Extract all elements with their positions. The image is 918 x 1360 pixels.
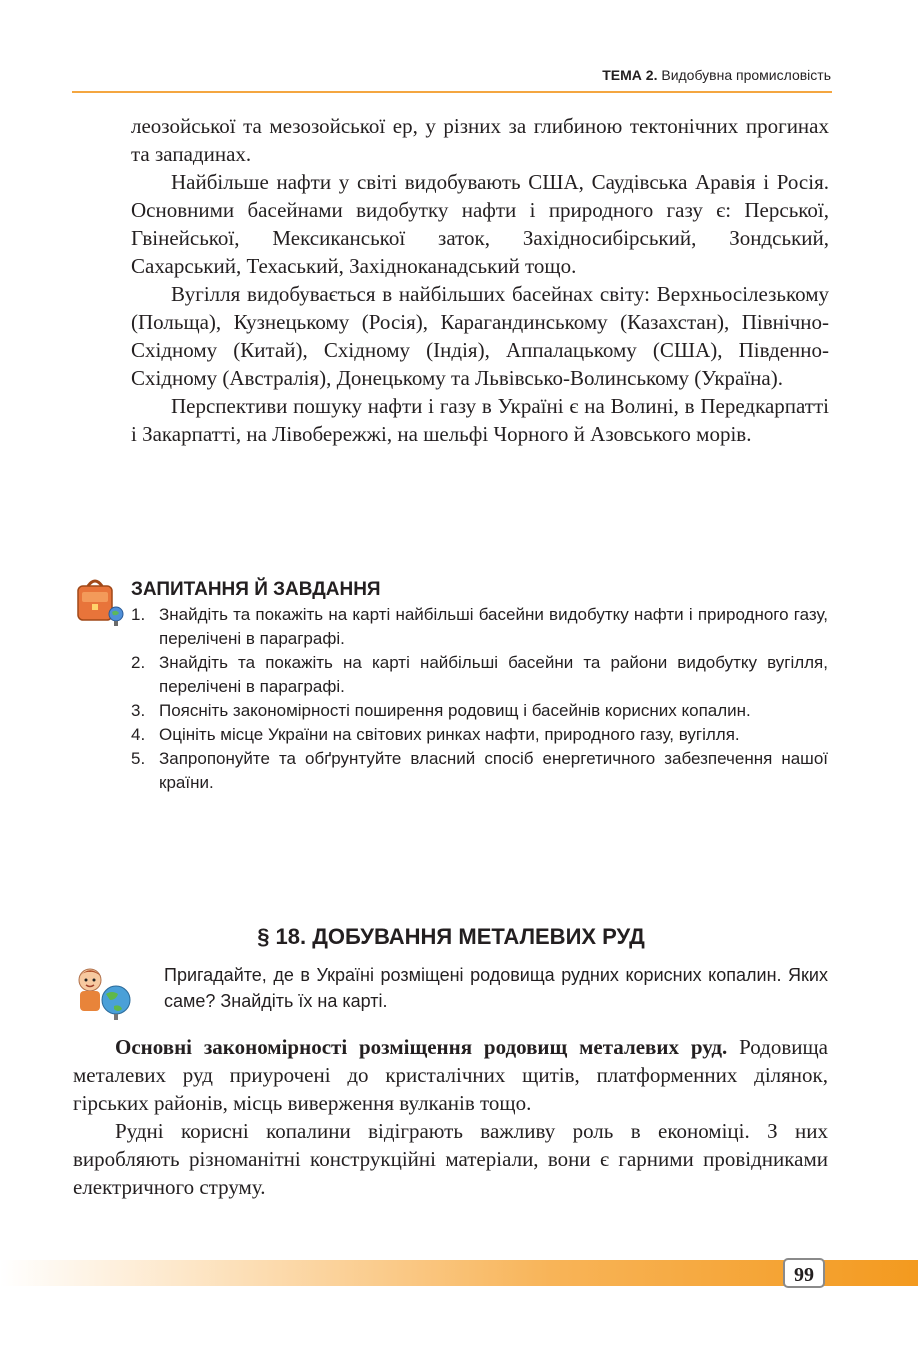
item-number: 1.	[131, 605, 146, 624]
item-number: 3.	[131, 701, 146, 720]
paragraph: леозойської та мезозойської ер, у різних за глибиною тектонічних прогинах та западинах.	[131, 114, 829, 166]
list-item	[131, 651, 828, 699]
section-title: § 18. ДОБУВАННЯ МЕТАЛЕВИХ РУД	[257, 924, 645, 949]
running-header	[0, 62, 831, 92]
item-text: Оцініть місце України на світових ринках нафти, природного газу, вугілля.	[159, 725, 740, 744]
footer-band	[0, 1260, 918, 1286]
paragraph: Вугілля видобувається в найбільших басейнах світу: Верхньосілезькому (Польща), Кузнецькому (Росія), Карагандинському (Казахстан), Північно-Східному (Китай), Східному (Індія), Аппалацькому (США), Південно-Східному (Австралія), Донецькому та Львівсько-Волинському (Україна).	[131, 282, 829, 390]
paragraph: Найбільше нафти у світі видобувають США, Саудівська Аравія і Росія. Основними басейнами видобутку нафти і природного газу є: Перської, Гвінейської, Мексиканської заток, Західносибірський, Зондський, Сахарський, Техаський, Західноканадський тощо.	[131, 170, 829, 278]
item-text: Запропонуйте та обґрунтуйте власний спосіб енергетичного забезпечення нашої країни.	[159, 749, 828, 792]
recall-prompt: Пригадайте, де в Україні розміщені родовища рудних корисних копалин. Яких саме? Знайдіть їх на карті.	[164, 965, 828, 1011]
item-number: 5.	[131, 749, 146, 768]
section-body	[73, 1033, 828, 1201]
list-item	[131, 723, 828, 747]
item-number: 4.	[131, 725, 146, 744]
item-text: Поясніть закономірності поширення родовищ і басейнів корисних копалин.	[159, 701, 751, 720]
list-item	[131, 699, 828, 723]
paragraph	[73, 1033, 828, 1117]
list-item	[131, 603, 828, 651]
page-number: 99	[783, 1258, 825, 1288]
paragraph: Перспективи пошуку нафти і газу в Україні є на Волині, в Передкарпатті і Закарпатті, на Лівобережжі, на шельфі Чорного й Азовського морів.	[131, 394, 829, 446]
item-text: Знайдіть та покажіть на карті найбільші басейни та райони видобутку вугілля, перелічені в параграфі.	[159, 653, 828, 696]
paragraph: Рудні корисні копалини відіграють важливу роль в економіці. З них виробляють різноманітні конструкційні матеріали, вони є гарними провідниками електричного струму.	[73, 1119, 828, 1199]
questions-heading: ЗАПИТАННЯ Й ЗАВДАННЯ	[131, 579, 381, 600]
list-item	[131, 747, 828, 795]
bold-lead: Основні закономірності розміщення родовищ металевих руд.	[115, 1035, 728, 1059]
questions-list	[131, 603, 828, 795]
topic-title: Видобувна промисловість	[657, 67, 831, 83]
header-rule	[72, 91, 832, 93]
intro-text	[131, 112, 829, 448]
topic-label: ТЕМА 2.	[602, 67, 658, 83]
briefcase-globe-icon	[74, 572, 126, 628]
item-text: Знайдіть та покажіть на карті найбільші басейни видобутку нафти і природного газу, перелічені в параграфі.	[159, 605, 828, 648]
child-globe-icon	[70, 964, 134, 1022]
paragraph-text: Родовища металевих руд приурочені до кристалічних щитів, платформенних ділянок, гірських районів, місць виверження вулканів тощо.	[73, 1035, 828, 1115]
item-number: 2.	[131, 653, 146, 672]
